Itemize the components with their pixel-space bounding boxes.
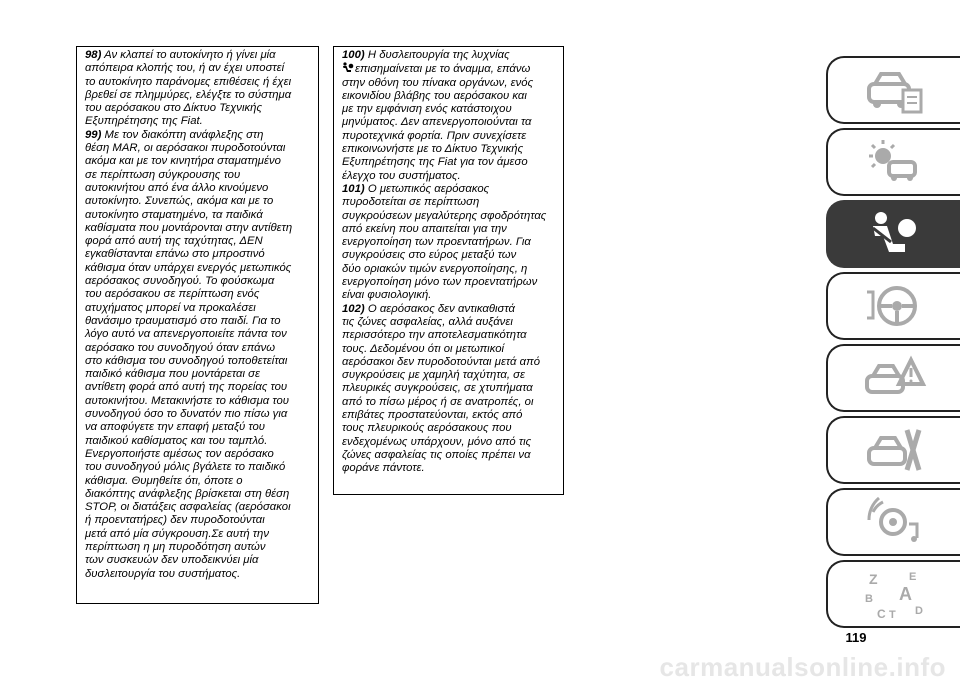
note-101 [342,183,557,303]
note-99 [85,129,312,581]
tab-dashboard-lights[interactable] [826,128,960,196]
index-letter: C [877,607,886,621]
multimedia-icon [859,494,929,550]
note-98-number: 98) [85,49,102,61]
index-letter: T [889,609,896,621]
tab-maintenance[interactable] [826,416,960,484]
note-98-text: Αν κλαπεί το αυτοκίνητο ή γίνει μία απόπειρα κλοπής του, ή αν έχει υποστεί το αυτοκίνητο παράνομες επιθέσεις ή έχει βρεθεί σε πλημμύρες, ελέγξτε το σύστημα του αερόσακου στο Δίκτυο Τεχνικής Εξυπηρέτησης της Fiat. [85,49,292,128]
airbag-warning-icon [342,62,354,73]
note-102 [342,303,557,476]
tab-multimedia[interactable] [826,488,960,556]
dashboard-lights-icon [859,134,929,190]
note-98 [85,49,312,129]
tab-emergency[interactable] [826,344,960,412]
note-101-number: 101) [342,182,365,195]
alphabetical-index-icon [859,566,929,622]
note-100-line1: Η δυσλειτουργία της λυχνίας [364,49,510,61]
tab-safety[interactable] [826,200,960,268]
note-100 [342,49,557,183]
note-102-number: 102) [342,302,365,315]
right-text-column [333,46,564,495]
tab-driving[interactable] [826,272,960,340]
note-99-text: Με τον διακόπτη ανάφλεξης στη θέση MAR, οι αερόσακοι πυροδοτούνται ακόμα και με τον κινητήρα σταματημένο σε περίπτωση σύγκρουσης του αυτοκινήτου από ένα άλλο κινούμενο αυτοκίνητο. Συνεπώς, ακόμα και με το αυτοκίνητο σταματημένο, τα παιδικά καθίσματα που μοντάρονται στην αντίθετη φορά από αυτή της ταχύτητας, ΔΕΝ εγκαθίστανται επάνω στο μπροστινό κάθισμα όταν υπάρχει ενεργός μετωπικός αερόσακος συνοδηγού. Το φούσκωμα του αερόσακου σε περίπτωση ενός ατυχήματος μπορεί να προκαλέσει θανάσιμο τραυματισμό στο παιδί. Για το λόγο αυτό να απενεργοποιείτε πάντα τον αερόσακο του συνοδηγού όταν επάνω στο κάθισμα του συνοδηγού τοποθετείται παιδικό κάθισμα που μοντάρεται σε αντίθετη φορά από αυτή της πορείας του αυτοκινήτου. Μετακινήστε το κάθισμα του συνοδηγού όσο το δυνατόν πιο πίσω για να αποφύγετε την επαφή μεταξύ του παιδικού καθίσματος και του ταμπλό. Ενεργοποιήστε αμέσως τον αερόσακο του συνοδηγού μόλις βγάλετε το παιδικό κάθισμα. Θυμηθείτε ότι, όποτε ο διακόπτης ανάφλεξης βρίσκεται στη θέση STOP, οι διατάξεις ασφαλείας (αερόσακοι ή προεντατήρες) δεν πυροδοτούνται μετά από μία σύγκρουση.Σε αυτή την περίπτωση η μη πυροδότηση αυτών των συσκευών δεν υποδεικνύει μία δυσλειτουργία του συστήματος. [85,128,293,580]
left-text-column [76,46,319,604]
note-100-text: επισημαίνεται με το άναμμα, επάνω στην οθόνη του πίνακα οργάνων, ενός εικονιδίου βλάβης του αερόσακου και με την εμφάνιση ενός κατάστοιχου μηνύματος. Δεν απενεργοποιούνται τα πυροτεχνικά φορτία. Πριν συνεχίσετε επικοινωνήστε με το Δίκτυο Τεχνικής Εξυπηρέτησης της Fiat για τον άμεσο έλεγχο του συστήματος. [342,63,534,182]
index-letter: B [865,593,873,605]
tools-car-icon [859,422,929,478]
note-100-number: 100) [342,49,365,61]
tab-index[interactable] [826,560,960,628]
note-99-number: 99) [85,128,102,141]
steering-wheel-icon [859,278,929,334]
airbag-seat-icon [859,206,929,262]
index-letter: A [899,584,912,604]
index-letter: Z [869,571,878,587]
warning-car-icon [859,350,929,406]
tab-car-info[interactable] [826,56,960,124]
note-101-text: Ο μετωπικός αερόσακος πυροδοτείται σε περίπτωση συγκρούσεων μεγαλύτερης σφοδρότητας από εκείνη που απαιτείται για την ενεργοποίηση των προεντατήρων. Για συγκρούσεις στο εύρος μεταξύ των δύο οριακών τιμών ενεργοποίησης, η ενεργοποίηση μόνο των προεντατήρων είναι φυσιολογική. [342,182,547,302]
index-letter: D [915,605,923,617]
car-info-icon [859,62,929,118]
watermark: carmanualsonline.info [659,652,946,682]
page-number: 119 [845,630,867,645]
note-102-text: Ο αερόσακος δεν αντικαθιστά τις ζώνες ασφαλείας, αλλά αυξάνει περισσότερο την αποτελεσματικότητα τους. Δεδομένου ότι οι μετωπικοί αερόσακοι δεν πυροδοτούνται μετά από συγκρούσεις με χαμηλή ταχύτητα, σε πλευρικές συγκρούσεις, σε χτυπήματα από το πίσω μέρος ή σε ανατροπές, οι επιβάτες προστατεύονται, εκτός από τους πλευρικούς αερόσακους που ενδεχομένως υπάρχουν, μόνο από τις ζώνες ασφαλείας τις οποίες πρέπει να φοράνε πάντοτε. [342,302,540,475]
index-letter: E [909,571,917,583]
